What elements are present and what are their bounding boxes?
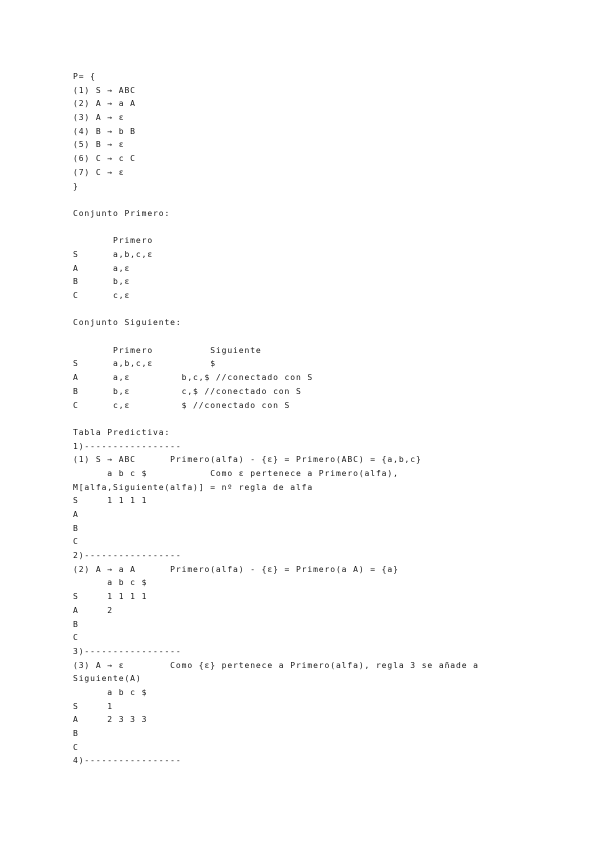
text-line: 3)----------------- [73, 646, 182, 656]
text-line: A [73, 510, 79, 519]
text-line: (2) A → a A Primero(alfa) - {ε} = Primero(a A) = {a} [73, 564, 399, 574]
text-line: B [73, 619, 79, 629]
text-line: A 2 [73, 605, 114, 615]
text-line: S 1 [73, 701, 114, 711]
text-line: B [73, 523, 79, 533]
text-line: C [73, 537, 79, 547]
text-line: B b,ε [73, 277, 131, 287]
text-line: (3) A → ε [73, 113, 125, 123]
text-line: (6) C → c C [73, 154, 136, 164]
text-line: P= { [73, 72, 96, 81]
text-line: (1) S → ABC [73, 85, 136, 95]
text-line: A a,ε b,c,$ //conectado con S [73, 373, 314, 383]
text-line [73, 193, 583, 207]
text-line: S a,b,c,ε [73, 249, 154, 259]
text-line: C c,ε $ //conectado con S [73, 400, 291, 410]
text-line: (4) B → b B [73, 126, 136, 136]
text-line: Siguiente(A) [73, 674, 142, 684]
text-line: S a,b,c,ε $ [73, 359, 216, 369]
text-line: a b c $ [73, 578, 148, 588]
text-line: C [73, 742, 79, 752]
text-line: (2) A → a A [73, 99, 136, 109]
text-line: 1)----------------- [73, 441, 182, 451]
text-line: Conjunto Primero: [73, 208, 171, 218]
text-line: A a,ε [73, 263, 131, 273]
text-line: B b,ε c,$ //conectado con S [73, 386, 302, 396]
text-line: A 2 3 3 3 [73, 715, 148, 725]
text-line [73, 412, 583, 426]
document-body [73, 70, 583, 768]
text-line: B [73, 729, 79, 738]
text-line: M[alfa,Siguiente(alfa)] = nº regla de alfa [73, 482, 314, 492]
text-line: Tabla Predictiva: [73, 427, 171, 437]
text-line: a b c $ Como ε pertenece a Primero(alfa), [73, 468, 399, 478]
text-line: (7) C → ε [73, 167, 125, 177]
text-line: C [73, 633, 79, 643]
text-line: 2)----------------- [73, 551, 182, 561]
text-line: Primero Siguiente [73, 345, 262, 355]
text-line [73, 330, 583, 344]
text-line: (3) A → ε Como {ε} pertenece a Primero(alfa), regla 3 se añade a [73, 660, 479, 670]
text-line: S 1 1 1 1 [73, 496, 148, 506]
text-line: (1) S → ABC Primero(alfa) - {ε} = Primero(ABC) = {a,b,c} [73, 455, 422, 465]
text-line [73, 221, 583, 235]
text-line: a b c $ [73, 687, 148, 697]
text-line: Conjunto Siguiente: [73, 318, 182, 328]
text-line: } [73, 181, 79, 191]
text-line: 4)----------------- [73, 756, 182, 766]
text-line: S 1 1 1 1 [73, 592, 148, 602]
text-line: Primero [73, 236, 154, 246]
text-line [73, 303, 583, 317]
text-line: (5) B → ε [73, 140, 125, 150]
text-line: C c,ε [73, 291, 131, 300]
